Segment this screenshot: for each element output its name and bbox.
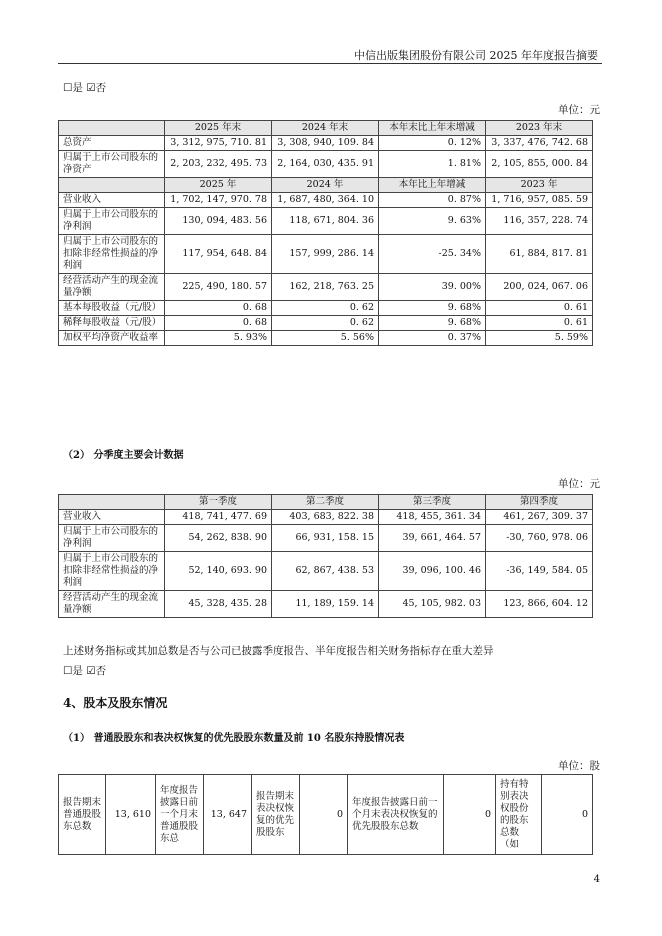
section-title: （2） 分季度主要会计数据	[63, 450, 184, 461]
table-cell: 61, 884, 817. 81	[486, 235, 593, 274]
table-cell: 162, 218, 763. 25	[272, 274, 379, 301]
column-header: 第二季度	[272, 495, 379, 510]
table-cell: 9. 68%	[379, 316, 486, 331]
shareholder-value: 0	[300, 775, 348, 855]
section-heading: 4、股本及股东情况	[63, 696, 168, 710]
table-cell: 5. 56%	[272, 331, 379, 346]
table-row	[59, 510, 593, 525]
row-label: 归属于上市公司股东的净利润	[59, 208, 165, 235]
row-label: 归属于上市公司股东的扣除非经常性损益的净利润	[59, 235, 165, 274]
table-cell: 0. 37%	[379, 331, 486, 346]
shareholder-table	[58, 774, 593, 855]
table-cell: 0. 68	[165, 316, 272, 331]
table-cell: 3, 337, 476, 742. 68	[486, 136, 593, 151]
table-header-row	[59, 495, 593, 510]
table-cell: 461, 267, 309. 37	[486, 510, 593, 525]
table-cell: 418, 455, 361. 34	[379, 510, 486, 525]
column-header: 2025 年	[165, 178, 272, 193]
column-header: 本年比上年增减	[379, 178, 486, 193]
shareholder-value: 13, 610	[106, 775, 156, 855]
column-header	[59, 121, 165, 136]
table-row	[59, 316, 593, 331]
column-header: 第四季度	[486, 495, 593, 510]
column-header: 2023 年	[486, 178, 593, 193]
table-row	[59, 208, 593, 235]
table-cell: 3, 308, 940, 109. 84	[272, 136, 379, 151]
shareholder-label: 年度报告披露日前一个月末普通股股东总	[156, 775, 204, 855]
checkbox-line: ☐是 ☑否	[63, 665, 107, 677]
table-header-row	[59, 121, 593, 136]
table-row	[59, 591, 593, 618]
table-cell: 9. 63%	[379, 208, 486, 235]
table-cell: 117, 954, 648. 84	[165, 235, 272, 274]
row-label: 归属于上市公司股东的净利润	[59, 525, 165, 552]
table-cell: 39, 661, 464. 57	[379, 525, 486, 552]
table-cell: 0. 61	[486, 316, 593, 331]
table-cell: 116, 357, 228. 74	[486, 208, 593, 235]
table-cell: 11, 189, 159. 14	[272, 591, 379, 618]
table-cell: -36, 149, 584. 05	[486, 552, 593, 591]
table-cell: 2, 105, 855, 000. 84	[486, 151, 593, 178]
table-cell: 1, 687, 480, 364. 10	[272, 193, 379, 208]
checkbox-line: ☐是 ☑否	[63, 82, 107, 94]
table-row	[59, 525, 593, 552]
table-row	[59, 301, 593, 316]
table-cell: 39. 00%	[379, 274, 486, 301]
row-label: 营业收入	[59, 510, 165, 525]
unit-label: 单位：元	[558, 104, 600, 116]
table-cell: 200, 024, 067. 06	[486, 274, 593, 301]
column-header: 2024 年	[272, 178, 379, 193]
column-header: 第一季度	[165, 495, 272, 510]
disclosure-note: 上述财务指标或其加总数是否与公司已披露季度报告、半年度报告相关财务指标存在重大差异	[63, 645, 494, 657]
table-cell: 66, 931, 158. 15	[272, 525, 379, 552]
table-cell: -25. 34%	[379, 235, 486, 274]
row-label: 总资产	[59, 136, 165, 151]
table-cell: 9. 68%	[379, 301, 486, 316]
shareholder-label: 年度报告披露日前一个月末表决权恢复的优先股股东总数	[348, 775, 444, 855]
table-cell: 118, 671, 804. 36	[272, 208, 379, 235]
shareholder-label: 持有特别表决权股份的股东总数（如	[496, 775, 542, 855]
table-cell: 3, 312, 975, 710. 81	[165, 136, 272, 151]
table-cell: 418, 741, 477. 69	[165, 510, 272, 525]
table-cell: 52, 140, 693. 90	[165, 552, 272, 591]
row-label: 经营活动产生的现金流量净额	[59, 591, 165, 618]
main-financial-table	[58, 120, 593, 346]
table-row	[59, 552, 593, 591]
row-label: 归属于上市公司股东的扣除非经常性损益的净利润	[59, 552, 165, 591]
table-cell: 0. 87%	[379, 193, 486, 208]
report-header: 中信出版集团股份有限公司 2025 年年度报告摘要	[354, 49, 598, 62]
row-label: 稀释每股收益（元/股）	[59, 316, 165, 331]
shareholder-label: 报告期末普通股股东总数	[59, 775, 106, 855]
shareholder-value: 0	[542, 775, 593, 855]
row-label: 经营活动产生的现金流量净额	[59, 274, 165, 301]
table-row	[59, 331, 593, 346]
table-cell: 0. 12%	[379, 136, 486, 151]
row-label: 基本每股收益（元/股）	[59, 301, 165, 316]
table-cell: 1. 81%	[379, 151, 486, 178]
table-cell: 54, 262, 838. 90	[165, 525, 272, 552]
table-cell: 2, 203, 232, 495. 73	[165, 151, 272, 178]
table-cell: 0. 68	[165, 301, 272, 316]
table-row	[59, 136, 593, 151]
table-row	[59, 193, 593, 208]
table-cell: 123, 866, 604. 12	[486, 591, 593, 618]
column-header: 本年末比上年末增减	[379, 121, 486, 136]
table-row	[59, 235, 593, 274]
table-cell: 45, 328, 435. 28	[165, 591, 272, 618]
quarterly-table	[58, 494, 593, 618]
table-row	[59, 274, 593, 301]
table-cell: 403, 683, 822. 38	[272, 510, 379, 525]
table-cell: 2, 164, 030, 435. 91	[272, 151, 379, 178]
shareholder-label: 报告期末表决权恢复的优先股股东	[252, 775, 300, 855]
column-header: 2023 年末	[486, 121, 593, 136]
shareholder-value: 13, 647	[204, 775, 252, 855]
table-cell: 39, 096, 100. 46	[379, 552, 486, 591]
table-cell: 45, 105, 982. 03	[379, 591, 486, 618]
column-header: 第三季度	[379, 495, 486, 510]
table-cell: 62, 867, 438. 53	[272, 552, 379, 591]
row-label: 营业收入	[59, 193, 165, 208]
table-cell: -30, 760, 978. 06	[486, 525, 593, 552]
section-title: （1） 普通股股东和表决权恢复的优先股股东数量及前 10 名股东持股情况表	[63, 733, 405, 744]
table-cell: 5. 59%	[486, 331, 593, 346]
table-cell: 225, 490, 180. 57	[165, 274, 272, 301]
table-cell: 0. 61	[486, 301, 593, 316]
table-cell: 130, 094, 483. 56	[165, 208, 272, 235]
table-cell: 0. 62	[272, 301, 379, 316]
column-header	[59, 495, 165, 510]
unit-label: 单位：股	[558, 760, 600, 772]
column-header	[59, 178, 165, 193]
column-header: 2024 年末	[272, 121, 379, 136]
table-cell: 1, 702, 147, 970. 78	[165, 193, 272, 208]
column-header: 2025 年末	[165, 121, 272, 136]
table-cell: 5. 93%	[165, 331, 272, 346]
unit-label: 单位：元	[558, 478, 600, 490]
table-header-row	[59, 178, 593, 193]
table-cell: 1, 716, 957, 085. 59	[486, 193, 593, 208]
table-cell: 157, 999, 286. 14	[272, 235, 379, 274]
table-cell: 0. 62	[272, 316, 379, 331]
row-label: 加权平均净资产收益率	[59, 331, 165, 346]
row-label: 归属于上市公司股东的净资产	[59, 151, 165, 178]
header-divider	[58, 63, 602, 64]
page-number: 4	[593, 874, 600, 885]
shareholder-value: 0	[444, 775, 496, 855]
table-row	[59, 151, 593, 178]
